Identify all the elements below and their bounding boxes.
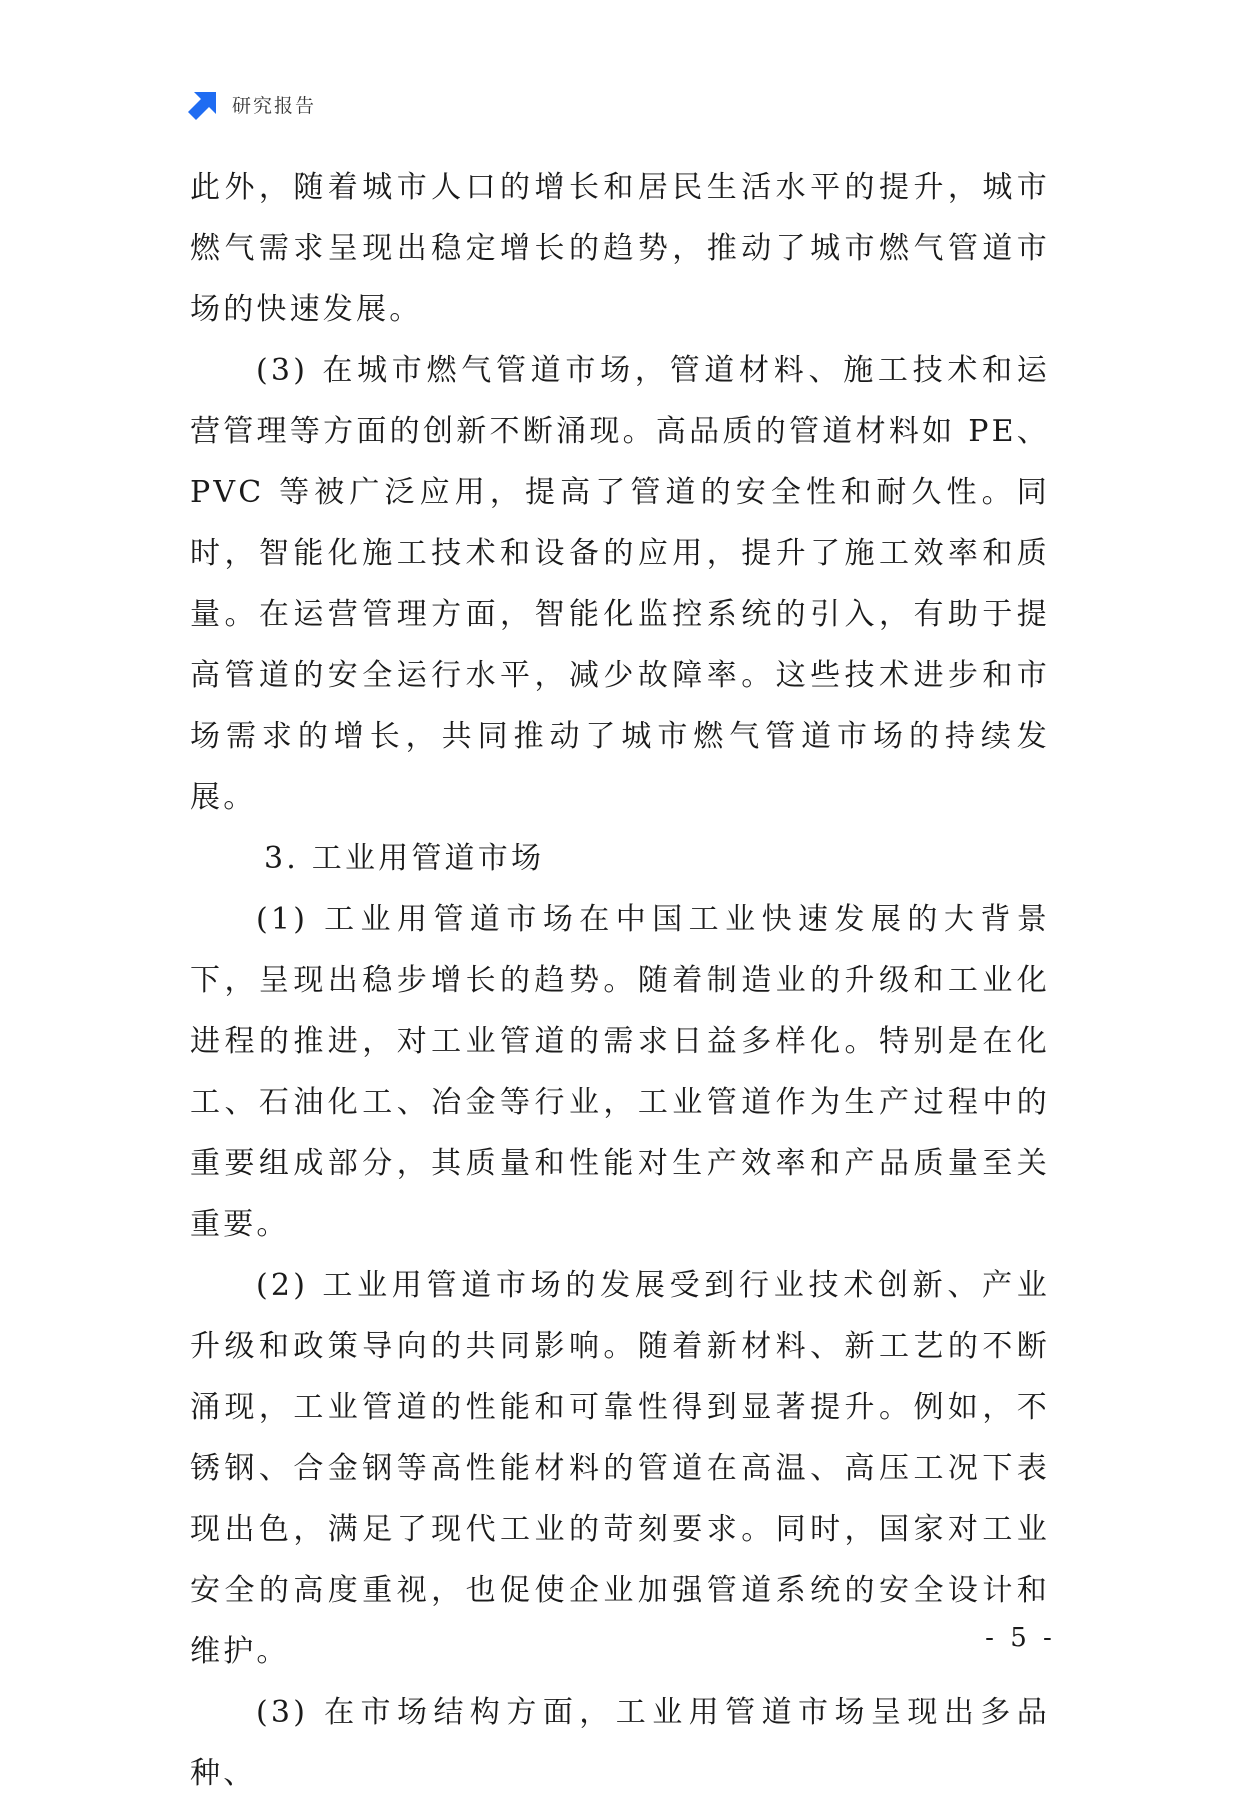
page-number: - 5 - — [985, 1623, 1056, 1653]
paragraph-industrial-3: (3) 在市场结构方面，工业用管道市场呈现出多品种、 — [190, 1695, 1050, 1791]
document-body — [190, 157, 1050, 1804]
paragraph-gas-pipeline-innovation: (3) 在城市燃气管道市场，管道材料、施工技术和运营管理等方面的创新不断涌现。高品质的管道材料如 PE、PVC 等被广泛应用，提高了管道的安全性和耐久性。同时，智能化施工技术和设备的应用，提升了施工效率和质量。在运营管理方面，智能化监控系统的引入，有助于提高管道的安全运行水平，减少故障率。这些技术进步和市场需求的增长，共同推动了城市燃气管道市场的持续发展。 — [190, 353, 1050, 815]
arrow-up-right-icon — [188, 88, 220, 120]
paragraph-industrial-1: (1) 工业用管道市场在中国工业快速发展的大背景下，呈现出稳步增长的趋势。随着制造业的升级和工业化进程的推进，对工业管道的需求日益多样化。特别是在化工、石油化工、冶金等行业，工业管道作为生产过程中的重要组成部分，其质量和性能对生产效率和产品质量至关重要。 — [190, 902, 1050, 1242]
paragraph-intro: 此外，随着城市人口的增长和居民生活水平的提升，城市燃气需求呈现出稳定增长的趋势，推动了城市燃气管道市场的快速发展。 — [190, 170, 1050, 327]
paragraph-industrial-2: (2) 工业用管道市场的发展受到行业技术创新、产业升级和政策导向的共同影响。随着新材料、新工艺的不断涌现，工业管道的性能和可靠性得到显著提升。例如，不锈钢、合金钢等高性能材料的管道在高温、高压工况下表现出色，满足了现代工业的苛刻要求。同时，国家对工业安全的高度重视，也促使企业加强管道系统的安全设计和维护。 — [190, 1268, 1050, 1669]
page-header — [188, 88, 316, 120]
header-title: 研究报告 — [232, 94, 317, 117]
section-heading: 3. 工业用管道市场 — [264, 841, 545, 876]
